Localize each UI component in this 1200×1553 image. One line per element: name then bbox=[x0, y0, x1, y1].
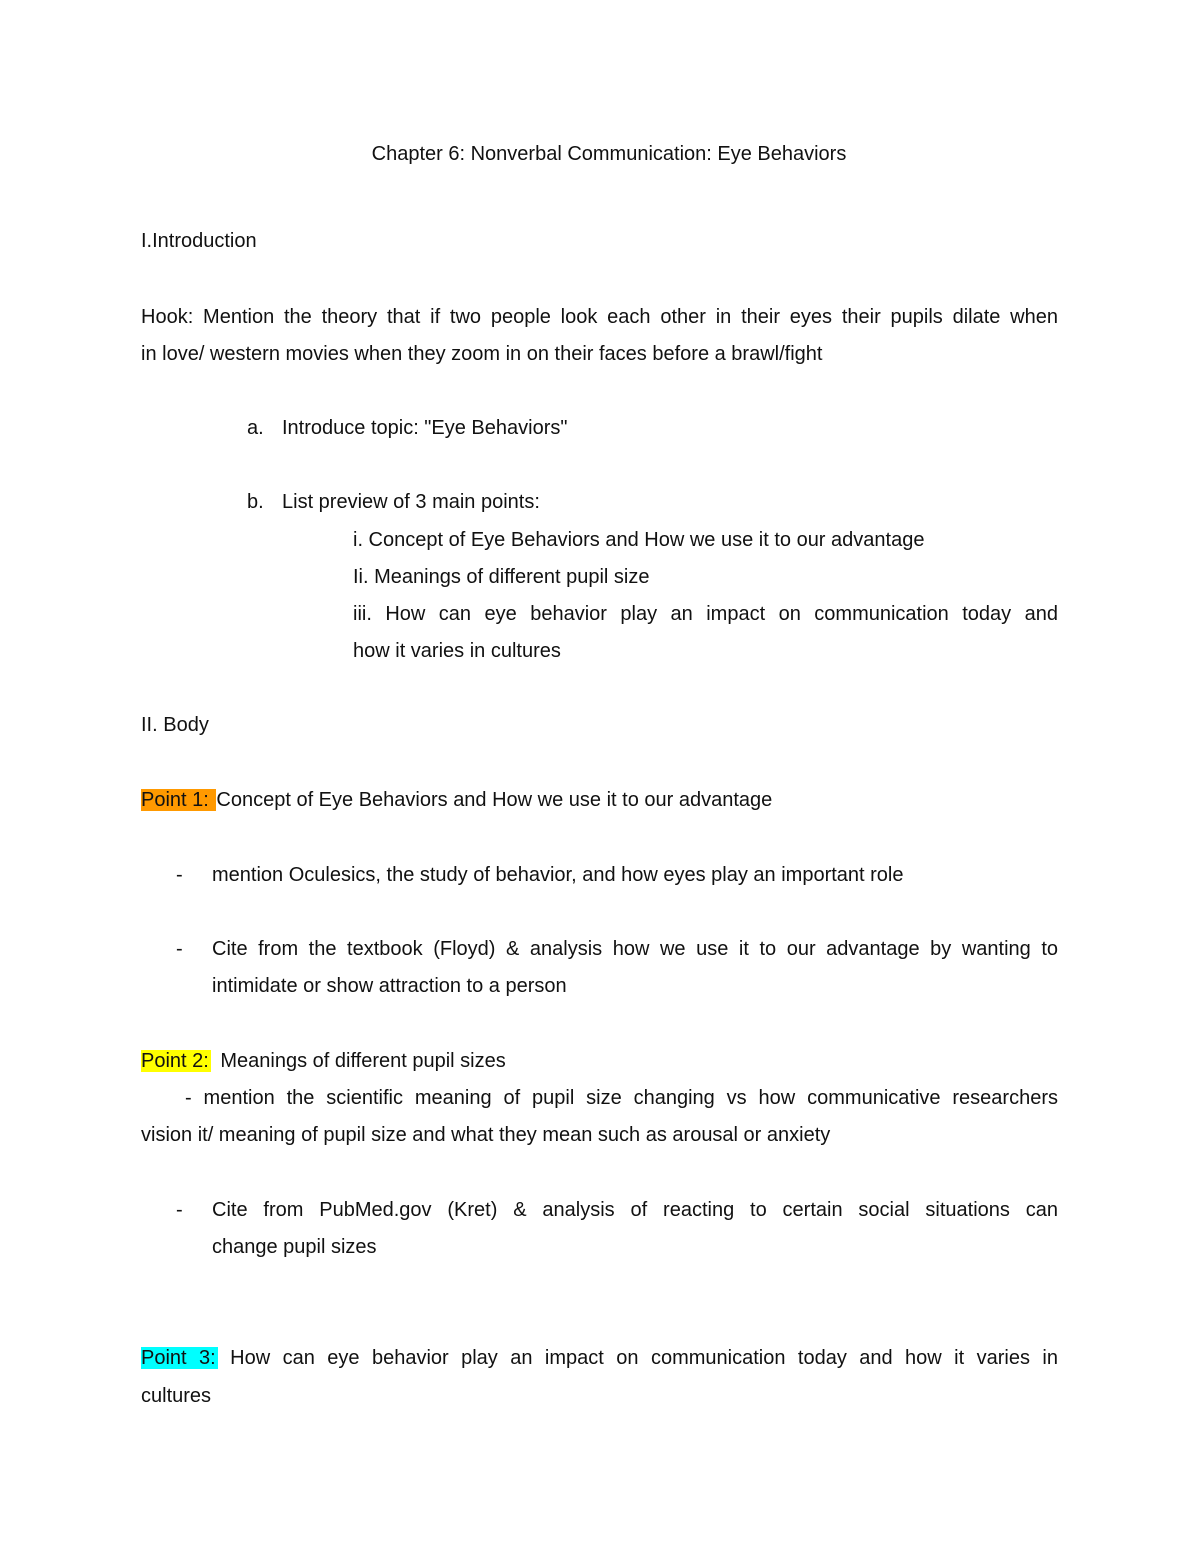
point-3-line-1 bbox=[141, 1346, 1058, 1370]
preview-item-3-line-1: iii. How can eye behavior play an impact on communication today and bbox=[353, 603, 1058, 625]
point-1-bullet-1: mention Oculesics, the study of behavior, and how eyes play an important role bbox=[212, 864, 904, 886]
point-3-line-2: cultures bbox=[141, 1385, 212, 1407]
point-3-label: Point 3: bbox=[141, 1347, 216, 1369]
hook-line-1: Hook: Mention the theory that if two people look each other in their eyes their pupils dilate when bbox=[141, 306, 1058, 328]
point-1-bullet-2-line-2: intimidate or show attraction to a person bbox=[212, 975, 567, 997]
page-title: Chapter 6: Nonverbal Communication: Eye Behaviors bbox=[371, 143, 847, 165]
body-heading: II. Body bbox=[141, 714, 209, 736]
bullet-dash: - bbox=[176, 1199, 183, 1221]
point-2 bbox=[141, 1049, 506, 1073]
item-b-text: List preview of 3 main points: bbox=[282, 491, 540, 513]
point-1 bbox=[141, 788, 772, 812]
item-b-marker: b. bbox=[247, 491, 264, 513]
point-1-label: Point 1: bbox=[141, 789, 215, 811]
intro-heading: I.Introduction bbox=[141, 230, 257, 252]
hook-line-2: in love/ western movies when they zoom in on their faces before a brawl/fight bbox=[141, 343, 823, 365]
point-2-text: Meanings of different pupil sizes bbox=[220, 1050, 506, 1072]
point-1-bullet-2-line-1: Cite from the textbook (Floyd) & analysis how we use it to our advantage by wanting to bbox=[212, 938, 1058, 960]
preview-item-3-line-2: how it varies in cultures bbox=[353, 640, 561, 662]
preview-item-1: i. Concept of Eye Behaviors and How we use it to our advantage bbox=[353, 529, 925, 551]
point-3-text: How can eye behavior play an impact on communication today and how it varies in bbox=[230, 1347, 1058, 1369]
preview-item-2: Ii. Meanings of different pupil size bbox=[353, 566, 650, 588]
item-a-marker: a. bbox=[247, 417, 264, 439]
point-2-sub-line-2: vision it/ meaning of pupil size and what they mean such as arousal or anxiety bbox=[141, 1124, 831, 1146]
point-1-text: Concept of Eye Behaviors and How we use it to our advantage bbox=[216, 789, 773, 811]
bullet-dash: - bbox=[176, 938, 183, 960]
bullet-dash: - bbox=[176, 864, 183, 886]
point-2-bullet-line-1: Cite from PubMed.gov (Kret) & analysis of reacting to certain social situations can bbox=[212, 1199, 1058, 1221]
item-a-text: Introduce topic: "Eye Behaviors" bbox=[282, 417, 568, 439]
point-2-label: Point 2: bbox=[141, 1050, 209, 1072]
point-2-sub-line-1: - mention the scientific meaning of pupil size changing vs how communicative researchers bbox=[185, 1087, 1058, 1109]
point-2-bullet-line-2: change pupil sizes bbox=[212, 1236, 377, 1258]
